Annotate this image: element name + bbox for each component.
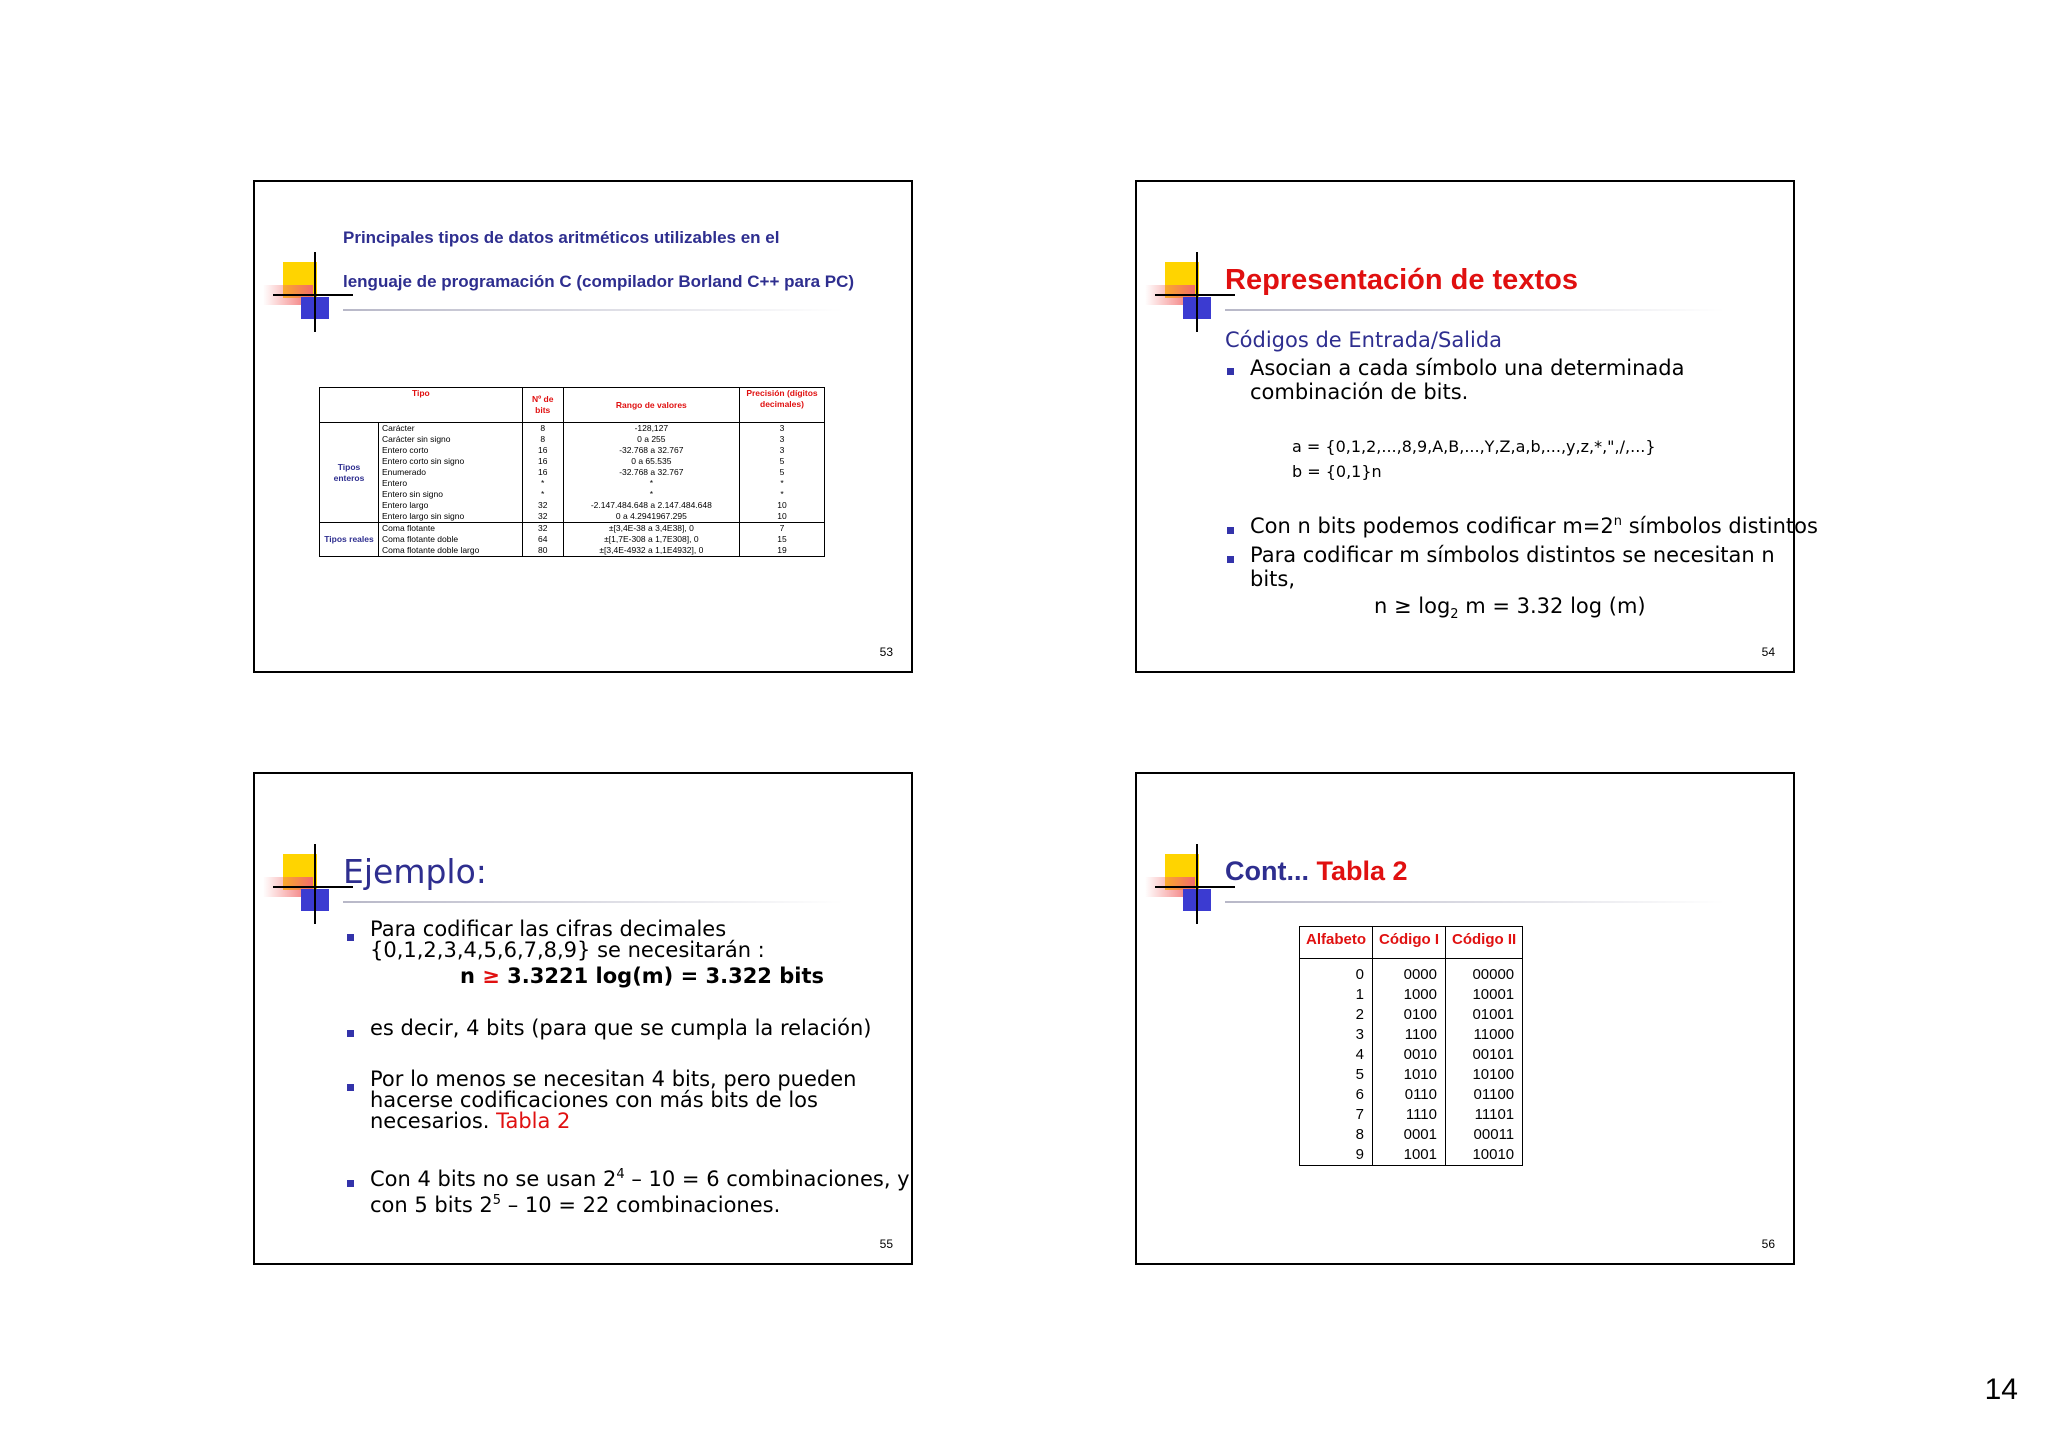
cell-tipo: Coma flotante doble [379,534,523,545]
formula [1374,594,1646,622]
cell-precision: 19 [740,545,825,557]
cell-codigo-ii: 11101 [1446,1105,1523,1125]
table-row [320,445,825,456]
slide-53 [253,180,913,673]
bullet-icon [1227,556,1234,563]
slide-number: 55 [879,1237,893,1251]
cell-bits: 64 [522,534,563,545]
slide-54 [1135,180,1818,673]
slide-title [1225,856,1408,887]
cell-bits: * [522,489,563,500]
table-row [320,523,825,535]
slide-logo-icon [263,252,353,332]
cell-codigo-ii: 11000 [1446,1025,1523,1045]
cell-codigo-ii: 01100 [1446,1085,1523,1105]
bullet-4-sup: 4 [616,1167,625,1182]
cell-codigo-i: 1100 [1373,1025,1446,1045]
bullet-3 [370,1069,856,1132]
bullet-4-text-end: – 10 = 6 combinaciones, y [624,1167,910,1191]
cell-codigo-ii: 10001 [1446,985,1523,1005]
bullet-3-line3: necesarios. [370,1109,490,1133]
slide-title: Representación de textos [1225,264,1578,296]
cell-codigo-ii: 00011 [1446,1125,1523,1145]
cell-alfabeto: 1 [1300,985,1373,1005]
cell-bits: 16 [522,467,563,478]
table-row [320,511,825,523]
bullet-1-line2: {0,1,2,3,4,5,6,7,8,9} se necesitarán : [370,938,765,962]
cell-bits: 32 [522,500,563,511]
table-row [1300,1025,1523,1045]
slide-logo-icon [263,844,353,924]
tabla-2-link[interactable]: Tabla 2 [496,1109,571,1133]
cell-tipo: Entero sin signo [379,489,523,500]
cell-tipo: Entero corto [379,445,523,456]
cell-precision: 15 [740,534,825,545]
cell-alfabeto: 8 [1300,1125,1373,1145]
cell-codigo-i: 0001 [1373,1125,1446,1145]
header-rango: Rango de valores [563,388,739,423]
cell-precision: 3 [740,445,825,456]
title-rule [343,309,843,311]
cell-codigo-i: 1010 [1373,1065,1446,1085]
cell-rango: ±[1,7E-308 a 1,7E308], 0 [563,534,739,545]
bullet-1 [370,919,765,961]
cell-alfabeto: 5 [1300,1065,1373,1085]
table-row [1300,1065,1523,1085]
cell-bits: 8 [522,423,563,435]
bullet-icon [347,934,354,941]
bullet-icon [347,1084,354,1091]
table-row [320,456,825,467]
cell-precision: 5 [740,456,825,467]
title-cont: Cont... [1225,856,1309,886]
cell-codigo-i: 1000 [1373,985,1446,1005]
cell-codigo-i: 0100 [1373,1005,1446,1025]
bullet-2-text: Con n bits podemos codificar m=2 [1250,514,1614,538]
page-number: 14 [1984,1373,2018,1406]
cell-tipo: Entero corto sin signo [379,456,523,467]
cell-codigo-i: 0010 [1373,1045,1446,1065]
cell-rango: -32.768 a 32.767 [563,467,739,478]
data-types-table [319,387,825,557]
cell-codigo-ii: 01001 [1446,1005,1523,1025]
bullet-1-line2: combinación de bits. [1250,380,1469,404]
slide-number: 54 [1761,645,1775,659]
title-rule [1225,309,1725,311]
table-row [320,434,825,445]
cell-bits: 32 [522,511,563,523]
bullet-3-line1: Por lo menos se necesitan 4 bits, pero pueden [370,1067,857,1091]
cell-alfabeto: 0 [1300,959,1373,986]
cell-bits: 16 [522,456,563,467]
cell-codigo-i: 0110 [1373,1085,1446,1105]
header-codigo-ii: Código II [1446,927,1523,959]
cell-bits: 16 [522,445,563,456]
set-a: a = {0,1,2,...,8,9,A,B,...,Y,Z,a,b,...,y,z,*,",/,...} [1292,437,1656,456]
formula-text: n ≥ log [1374,594,1451,618]
cell-alfabeto: 9 [1300,1145,1373,1166]
cell-rango: -128,127 [563,423,739,435]
cell-tipo: Entero largo sin signo [379,511,523,523]
slide-logo-icon [1145,844,1235,924]
cell-tipo: Entero [379,478,523,489]
cell-precision: * [740,478,825,489]
bullet-4 [370,1164,910,1216]
header-alfabeto: Alfabeto [1300,927,1373,959]
cell-precision: 10 [740,500,825,511]
cell-bits: 32 [522,523,563,535]
cell-rango: 0 a 65.535 [563,456,739,467]
table-row [320,467,825,478]
bullet-icon [347,1030,354,1037]
cell-rango: -2.147.484.648 a 2.147.484.648 [563,500,739,511]
cell-tipo: Entero largo [379,500,523,511]
formula-symbol: ≥ [482,964,500,988]
cell-precision: 10 [740,511,825,523]
slide-title-line1: Principales tipos de datos aritméticos utilizables en el [343,228,780,247]
cell-bits: 80 [522,545,563,557]
cell-tipo: Carácter [379,423,523,435]
slide-number: 53 [879,645,893,659]
table-row [1300,985,1523,1005]
cell-rango: ±[3,4E-4932 a 1,1E4932], 0 [563,545,739,557]
slide-title-line2: lenguaje de programación C (compilador Borland C++ para PC) [343,272,855,291]
bullet-icon [347,1180,354,1187]
cell-alfabeto: 3 [1300,1025,1373,1045]
cell-codigo-ii: 10010 [1446,1145,1523,1166]
cell-precision: 3 [740,423,825,435]
bullet-3-line1: Para codificar m símbolos distintos se necesitan n [1250,543,1775,567]
group-label: Tipos reales [320,523,379,557]
formula-text-end: m = 3.32 log (m) [1458,594,1646,618]
bullet-3-line2: bits, [1250,567,1296,591]
table-row [320,489,825,500]
cell-tipo: Carácter sin signo [379,434,523,445]
table-row [1300,1085,1523,1105]
bullet-4-text: Con 4 bits no se usan 2 [370,1167,617,1191]
bullet-2: es decir, 4 bits (para que se cumpla la relación) [370,1016,872,1040]
bullet-4-line2: con 5 bits 2 [370,1193,493,1217]
cell-codigo-ii: 10100 [1446,1065,1523,1085]
bullet-2-sup: n [1613,514,1623,529]
header-bits: Nº de bits [522,388,563,423]
cell-rango: ±[3,4E-38 a 3,4E38], 0 [563,523,739,535]
title-rule [343,901,843,903]
set-b: b = {0,1}n [1292,462,1382,481]
header-precision: Precisión (dígitos decimales) [740,388,825,423]
cell-alfabeto: 7 [1300,1105,1373,1125]
cell-rango: 0 a 255 [563,434,739,445]
cell-rango: * [563,489,739,500]
cell-alfabeto: 6 [1300,1085,1373,1105]
slide-55 [253,772,913,1265]
cell-tipo: Coma flotante doble largo [379,545,523,557]
title-rule [1225,901,1725,903]
slide-logo-icon [1145,252,1235,332]
cell-precision: 5 [740,467,825,478]
cell-precision: * [740,489,825,500]
table-row [1300,959,1523,986]
table-row [320,534,825,545]
formula-text-end: 3.3221 log(m) = 3.322 bits [499,964,824,988]
cell-alfabeto: 2 [1300,1005,1373,1025]
title-tabla: Tabla 2 [1316,856,1408,886]
cell-tipo: Coma flotante [379,523,523,535]
bullet-3-line2: hacerse codificaciones con más bits de los [370,1088,818,1112]
cell-alfabeto: 4 [1300,1045,1373,1065]
group-label: Tipos enteros [320,423,379,523]
header-tipo: Tipo [320,388,523,423]
slide-56 [1135,772,1795,1265]
cell-rango: 0 a 4.2941967.295 [563,511,739,523]
cell-precision: 3 [740,434,825,445]
cell-codigo-i: 0000 [1373,959,1446,986]
cell-rango: * [563,478,739,489]
table-row [320,423,825,435]
table-row [1300,1005,1523,1025]
bullet-2-text-end: símbolos distintos [1622,514,1818,538]
subtitle: Códigos de Entrada/Salida [1225,328,1503,352]
cell-codigo-ii: 00000 [1446,959,1523,986]
cell-bits: 8 [522,434,563,445]
cell-bits: * [522,478,563,489]
table-row [320,478,825,489]
formula-text: n [460,964,483,988]
bullet-1-line1: Asocian a cada símbolo una determinada [1250,356,1685,380]
cell-codigo-i: 1110 [1373,1105,1446,1125]
table-row [320,500,825,511]
bullet-3 [1250,543,1775,591]
cell-rango: -32.768 a 32.767 [563,445,739,456]
table-row [1300,1145,1523,1166]
bullet-4-line2-sup: 5 [492,1193,502,1208]
bullet-icon [1227,368,1234,375]
bullet-2 [1250,514,1818,538]
table-row [1300,1125,1523,1145]
table-row [1300,1105,1523,1125]
cell-codigo-ii: 00101 [1446,1045,1523,1065]
header-codigo-i: Código I [1373,927,1446,959]
bullet-1-line1: Para codificar las cifras decimales [370,917,727,941]
cell-codigo-i: 1001 [1373,1145,1446,1166]
tabla-2 [1299,926,1523,1166]
slide-number: 56 [1761,1237,1775,1251]
table-row [1300,1045,1523,1065]
bullet-icon [1227,527,1234,534]
bullet-1 [1250,356,1685,404]
formula [460,964,824,988]
table-row [320,545,825,557]
bullet-4-line2-end: – 10 = 22 combinaciones. [501,1193,781,1217]
cell-precision: 7 [740,523,825,535]
formula-sub: 2 [1450,607,1459,623]
slide-title: Ejemplo: [343,852,487,891]
cell-tipo: Enumerado [379,467,523,478]
